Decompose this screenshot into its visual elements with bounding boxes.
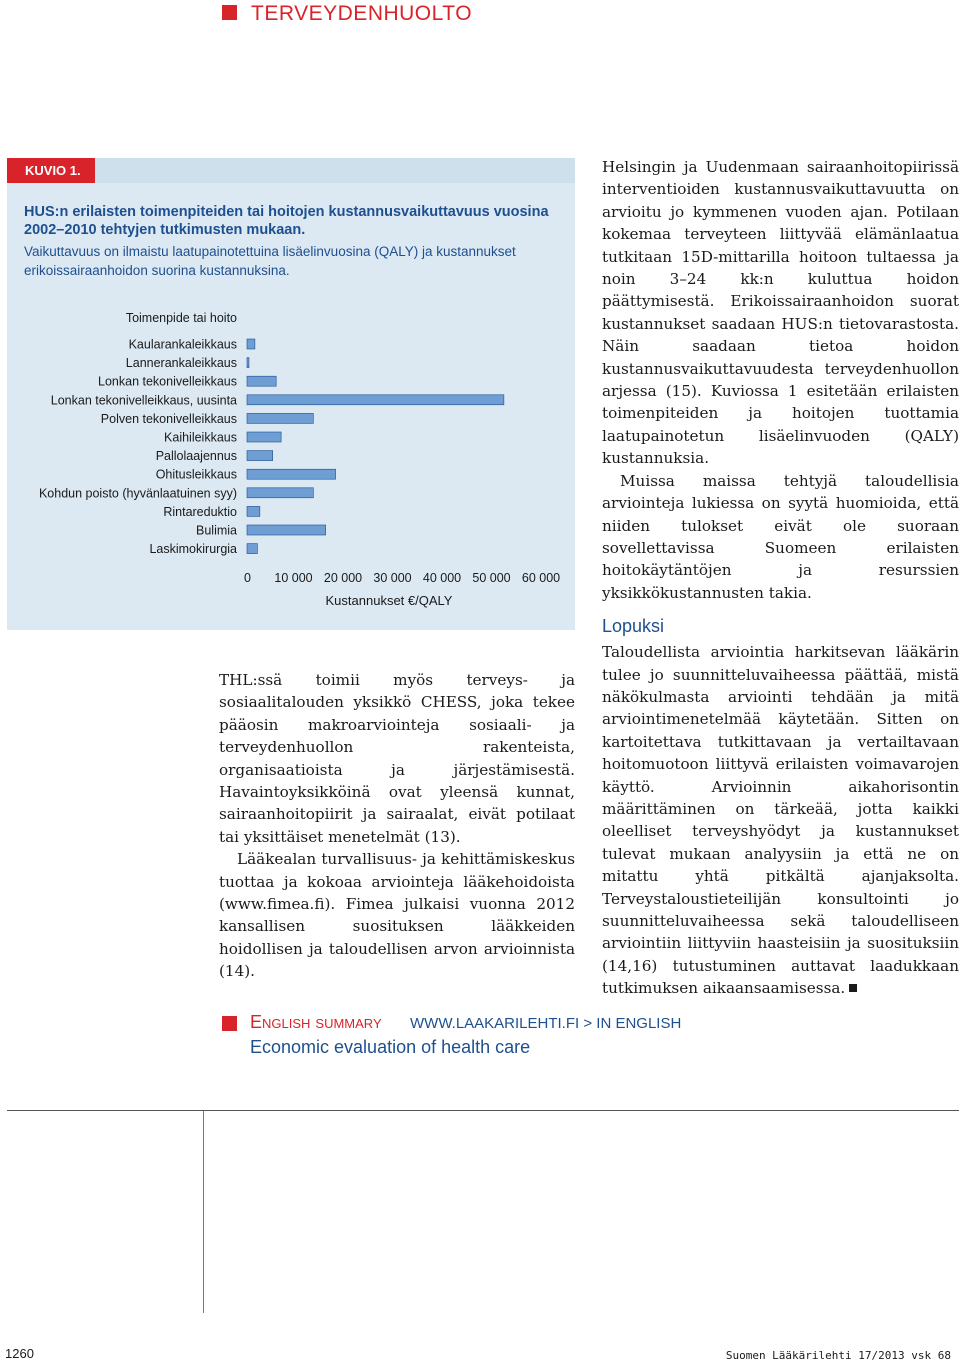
right-column [602,156,959,1000]
category-header: Toimenpide tai hoito [125,311,237,325]
end-mark [849,984,857,992]
bar [247,506,260,516]
category-label: Lannerankaleikkaus [125,356,237,371]
bar [247,339,255,349]
paragraph: Lääkealan turvallisuus- ja kehittämiskeskus tuottaa ja kokoaa arviointeja lääkehoidoista (www.fimea.fi). Fimea julkaisi vuonna 2012 kansallisen suosituksen lääkkeiden hoidollisen ja taloudellisen arvon arvioinnista (14). [219,850,575,981]
bar [247,525,326,535]
bar [247,395,504,405]
section-title: TERVEYDENHUOLTO [251,2,473,25]
x-tick-label: 10 000 [274,571,313,585]
x-tick-label: 20 000 [323,571,363,585]
bar [247,451,273,461]
paragraph: THL:ssä toimii myös terveys- ja sosiaalitalouden yksikkö CHESS, joka tekee pääosin makroarviointeja sosiaali- ja terveydenhuollon rakenteista, organisaatioista ja järjestämisestä. Havaintoyksikköinä ovat yleensä kunnat, sairaanhoitopiirit ja sairaalat, eivät potilaat tai yksittäiset menetelmät (13). [219,671,575,846]
x-axis-title: Kustannukset €/QALY [325,593,453,608]
category-label: Polven tekonivelleikkaus [100,411,237,426]
x-tick-label: 0 [244,571,251,585]
paragraph [602,641,959,1000]
page-number: 1260 [5,1346,34,1361]
category-label: Kaihileikkaus [164,430,237,445]
category-label: Rintareduktio [163,504,237,519]
bar [247,432,281,442]
figure-title: HUS:n erilaisten toimenpiteiden tai hoitojen kustannusvaikuttavuus vuosina 2002–2010 tehtyjen tutkimusten mukaan. [24,204,549,238]
category-label: Pallolaajennus [155,449,237,464]
category-label: Kohdun poisto (hyvänlaatuinen syy) [38,486,237,501]
x-tick-label: 60 000 [521,571,561,585]
english-summary-subtitle: Economic evaluation of health care [250,1037,531,1057]
figure-caption: Vaikuttavuus on ilmaistu laatupainotettuina lisäelinvuosina (QALY) ja kustannukset erikoissairaanhoidon suorina kustannuksina. [24,244,516,278]
figure-badge: KUVIO 1. [7,158,95,183]
x-tick-label: 30 000 [373,571,412,585]
category-label: Kaularankaleikkaus [128,337,237,352]
journal-info: Suomen Lääkärilehti 17/2013 vsk 68 [725,1349,951,1362]
x-tick-label: 40 000 [422,571,462,585]
bar [247,544,257,554]
summary-marker [222,1016,237,1031]
section-heading: Lopuksi [602,616,665,637]
x-tick-label: 50 000 [472,571,511,585]
category-label: Lonkan tekonivelleikkaus [98,374,237,389]
bar [247,413,313,423]
category-label: Ohitusleikkaus [155,467,237,482]
bar [247,488,313,498]
bar [247,469,336,479]
paragraph: Helsingin ja Uudenmaan sairaanhoitopiirissä interventioiden kustannusvaikuttavuutta on arvioitu jo kymmenen vuoden ajan. Potilaan kokemaa terveyteen liittyvää elämänlaatua tutkitaan 15D-mittarilla hoitoon tultaessa ja noin 3–24 kk:n kuluttua hoidon päättymisestä. Erikoissairaanhoidon suorat kustannukset saadaan HUS:n tietovarastosta. Näin saadaan tietoa hoidon kustannusvaikuttavuudesta terveydenhuollon arjessa (15). Kuviossa 1 esitetään erilaisten toimenpiteiden ja hoitojen tuottamia laatupainotetun lisäelinvuoden (QALY) kustannuksia. [602,158,959,468]
bar [247,376,276,386]
english-summary-link[interactable]: WWW.LAAKARILEHTI.FI > IN ENGLISH [410,1015,682,1032]
middle-column [219,669,575,983]
divider-horizontal [7,1110,959,1111]
bar [247,358,249,368]
english-summary-title: English summary [250,1012,382,1032]
divider-vertical [203,1111,204,1313]
paragraph: Muissa maissa tehtyjä taloudellisia arviointeja lukiessa on syytä huomioida, että niiden tulokset eivät ole suoraan sovellettavissa Suomeen erilaisten hoitokäytäntöjen ja resurssien yksikkökustannusten takia. [602,471,959,602]
paragraph-text: Taloudellista arviointia harkitsevan lääkärin tulee jo suunnitteluvaiheessa päättää, mistä näkökulmasta arviointi tehdään ja mitä arviointimenetelmää käytetään. Sitten on kartoitettava tutkittavaan ja vertailtavaan hoitomuotoon liittyvä erilaisten voimavarojen käyttö. Arvioinnin aikahorisontin määrittäminen on tärkeää, jotta kaikki oleelliset terveyshyödyt ja kustannukset tulevat mukaan analyysiin ja että ne on mitattu yhtä pitkältä ajanjaksolta. Terveystaloustieteilijän konsultointi jo suunnitteluvaiheessa sekä taloudelliseen arviointiin liittyviin haasteisiin ja suosituksiin (14,16) tutustuminen auttavat laadukkaan tutkimuksen aikaansaamisessa. [602,643,959,998]
category-label: Bulimia [196,523,237,538]
category-label: Laskimokirurgia [149,542,237,557]
category-label: Lonkan tekonivelleikkaus, uusinta [50,393,237,408]
